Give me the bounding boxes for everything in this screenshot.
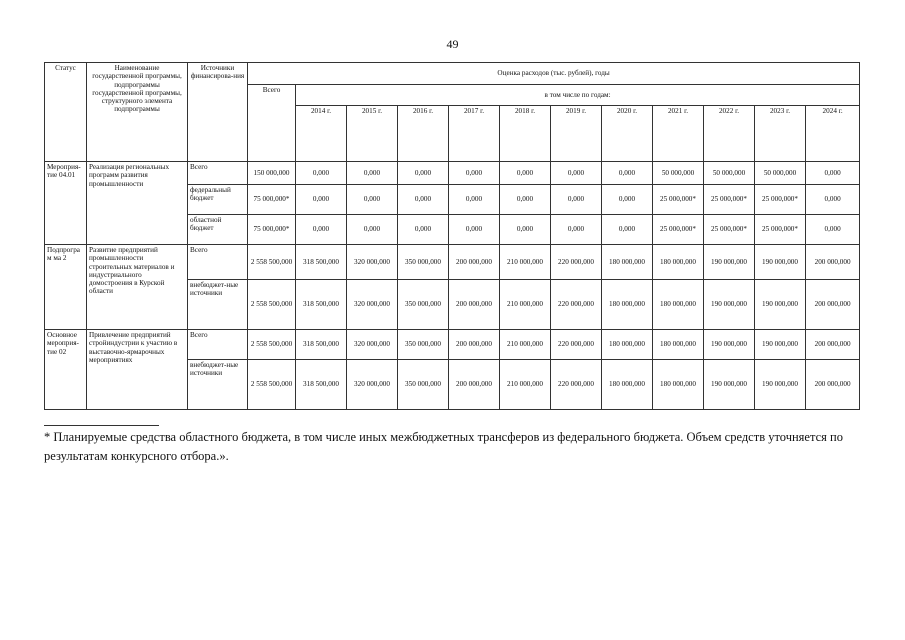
value-cell: 180 000,000 [653,245,704,280]
total-cell: 75 000,000* [248,185,296,215]
value-cell: 0,000 [551,185,602,215]
value-cell: 220 000,000 [551,280,602,330]
value-cell: 0,000 [602,215,653,245]
value-cell: 0,000 [551,162,602,185]
value-cell: 0,000 [398,215,449,245]
value-cell: 190 000,000 [755,245,806,280]
value-cell: 220 000,000 [551,330,602,360]
value-cell: 180 000,000 [602,280,653,330]
total-cell: 2 558 500,000 [248,360,296,410]
value-cell: 318 500,000 [296,330,347,360]
value-cell: 0,000 [347,162,398,185]
value-cell: 210 000,000 [500,360,551,410]
header-year: 2024 г. [806,106,860,162]
source-cell: внебюджет-ные источники [188,280,248,330]
table-row [45,162,860,185]
header-year: 2020 г. [602,106,653,162]
value-cell: 180 000,000 [602,330,653,360]
table-row [45,245,860,280]
table-row [45,330,860,360]
value-cell: 200 000,000 [806,330,860,360]
value-cell: 320 000,000 [347,360,398,410]
total-cell: 150 000,000 [248,162,296,185]
value-cell: 200 000,000 [449,245,500,280]
header-source: Источники финансирова-ния [188,63,248,162]
value-cell: 200 000,000 [449,280,500,330]
header-year: 2015 г. [347,106,398,162]
table-header [45,63,860,162]
value-cell: 50 000,000 [653,162,704,185]
name-cell: Развитие предприятий промышленности строительных материалов и индустриального домостроения в Курской области [87,245,188,330]
value-cell: 0,000 [806,162,860,185]
value-cell: 210 000,000 [500,280,551,330]
header-year: 2022 г. [704,106,755,162]
budget-table [44,62,860,410]
value-cell: 0,000 [500,215,551,245]
value-cell: 0,000 [347,215,398,245]
value-cell: 350 000,000 [398,360,449,410]
value-cell: 200 000,000 [806,360,860,410]
value-cell: 190 000,000 [755,280,806,330]
source-cell: Всего [188,330,248,360]
value-cell: 180 000,000 [602,360,653,410]
value-cell: 200 000,000 [806,245,860,280]
status-cell: Основное мероприя-тие 02 [45,330,87,410]
value-cell: 180 000,000 [602,245,653,280]
value-cell: 200 000,000 [449,330,500,360]
source-cell: Всего [188,245,248,280]
source-cell: внебюджет-ные источники [188,360,248,410]
value-cell: 318 500,000 [296,245,347,280]
name-cell: Привлечение предприятий стройиндустрии к участию в выставочно-ярмарочных мероприятиях [87,330,188,410]
header-year: 2023 г. [755,106,806,162]
header-year: 2021 г. [653,106,704,162]
source-cell: федеральный бюджет [188,185,248,215]
header-estimate: Оценка расходов (тыс. рублей), годы [248,63,860,85]
value-cell: 0,000 [296,215,347,245]
value-cell: 350 000,000 [398,280,449,330]
value-cell: 210 000,000 [500,245,551,280]
value-cell: 0,000 [602,185,653,215]
value-cell: 0,000 [500,185,551,215]
source-cell: Всего [188,162,248,185]
value-cell: 25 000,000* [653,215,704,245]
value-cell: 0,000 [398,185,449,215]
header-name: Наименование государственной программы, подпрограммы государственной программы, структурного элемента подпрограммы [87,63,188,162]
value-cell: 320 000,000 [347,330,398,360]
header-total: Всего [248,85,296,162]
header-status: Статус [45,63,87,162]
value-cell: 0,000 [347,185,398,215]
value-cell: 0,000 [806,215,860,245]
value-cell: 180 000,000 [653,360,704,410]
value-cell: 25 000,000* [755,215,806,245]
footnote-divider [44,425,159,426]
value-cell: 350 000,000 [398,245,449,280]
value-cell: 190 000,000 [704,330,755,360]
value-cell: 200 000,000 [449,360,500,410]
value-cell: 0,000 [806,185,860,215]
value-cell: 180 000,000 [653,280,704,330]
value-cell: 200 000,000 [806,280,860,330]
header-year: 2014 г. [296,106,347,162]
header-year: 2016 г. [398,106,449,162]
total-cell: 2 558 500,000 [248,245,296,280]
value-cell: 318 500,000 [296,360,347,410]
value-cell: 25 000,000* [704,185,755,215]
value-cell: 210 000,000 [500,330,551,360]
table-body [45,162,860,410]
value-cell: 0,000 [296,185,347,215]
header-by-year: в том числе по годам: [296,85,860,106]
value-cell: 350 000,000 [398,330,449,360]
status-cell: Мероприя-тие 04.01 [45,162,87,245]
value-cell: 50 000,000 [704,162,755,185]
value-cell: 190 000,000 [755,330,806,360]
value-cell: 190 000,000 [704,245,755,280]
value-cell: 190 000,000 [704,280,755,330]
value-cell: 50 000,000 [755,162,806,185]
source-cell: областной бюджет [188,215,248,245]
value-cell: 0,000 [602,162,653,185]
value-cell: 0,000 [500,162,551,185]
header-year: 2018 г. [500,106,551,162]
value-cell: 0,000 [449,215,500,245]
value-cell: 220 000,000 [551,360,602,410]
total-cell: 2 558 500,000 [248,330,296,360]
value-cell: 320 000,000 [347,280,398,330]
value-cell: 220 000,000 [551,245,602,280]
value-cell: 0,000 [398,162,449,185]
value-cell: 25 000,000* [653,185,704,215]
total-cell: 2 558 500,000 [248,280,296,330]
value-cell: 320 000,000 [347,245,398,280]
name-cell: Реализация региональных программ развития промышленности [87,162,188,245]
status-cell: Подпрограм ма 2 [45,245,87,330]
value-cell: 190 000,000 [755,360,806,410]
value-cell: 0,000 [449,162,500,185]
header-year: 2017 г. [449,106,500,162]
value-cell: 0,000 [296,162,347,185]
value-cell: 25 000,000* [755,185,806,215]
value-cell: 318 500,000 [296,280,347,330]
page-number: 49 [446,37,459,51]
header-year: 2019 г. [551,106,602,162]
value-cell: 190 000,000 [704,360,755,410]
value-cell: 0,000 [449,185,500,215]
value-cell: 180 000,000 [653,330,704,360]
value-cell: 25 000,000* [704,215,755,245]
value-cell: 0,000 [551,215,602,245]
footnote: * Планируемые средства областного бюджета, в том числе иных межбюджетных трансферов из федерального бюджета. Объем средств уточняется по результатам конкурсного отбора.». [44,430,843,463]
total-cell: 75 000,000* [248,215,296,245]
